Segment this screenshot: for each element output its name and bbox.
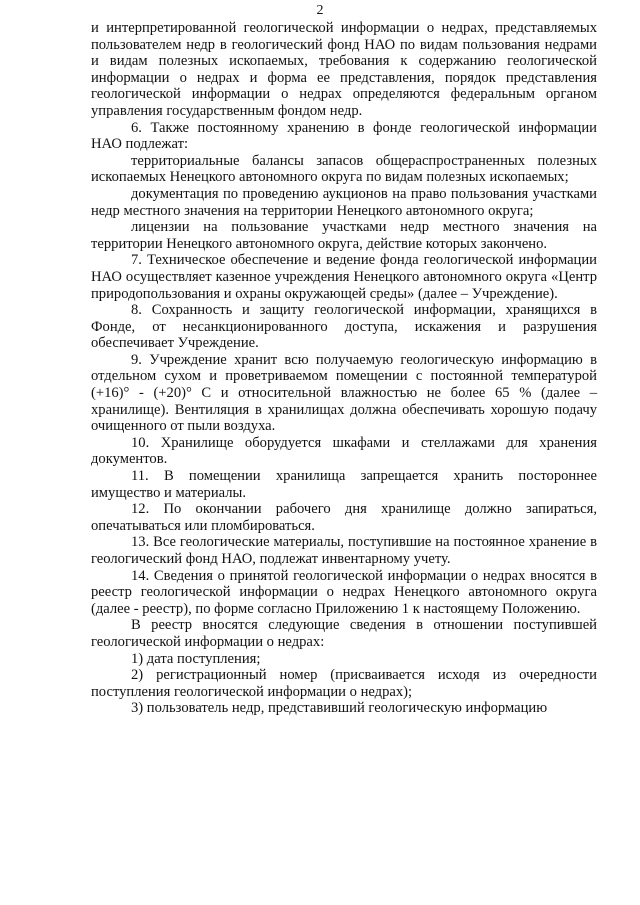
paragraph: 3) пользователь недр, представивший геологическую информацию [131,700,548,717]
paragraph: 11. В помещении хранилища запрещается хранить постороннее имущество и материалы. [91,468,597,501]
paragraph: 12. По окончании рабочего дня хранилище должно запираться, опечатываться или пломбироваться. [91,501,597,534]
paragraph: 2) регистрационный номер (присваивается исходя из очередности поступления геологической информации о недрах); [91,667,597,700]
paragraph: 8. Сохранность и защиту геологической информации, хранящихся в Фонде, от несанкционированного доступа, искажения и разрушения обеспечивает Учреждение. [91,302,597,352]
paragraph: территориальные балансы запасов общераспространенных полезных ископаемых Ненецкого автономного округа по видам полезных ископаемых; [91,152,597,186]
paragraph: 14. Сведения о принятой геологической информации о недрах вносятся в реестр геологической информации о недрах Ненецкого автономного округа (далее - реестр), по форме согласно Приложению 1 к настоящему Положению. [91,567,597,617]
paragraph: 6. Также постоянному хранению в фонде геологической информации НАО подлежат: [91,119,597,153]
paragraph: документация по проведению аукционов на право пользования участками недр местного значения на территории Ненецкого автономного округа; [91,185,597,219]
paragraph: 10. Хранилище оборудуется шкафами и стеллажами для хранения документов. [91,434,597,468]
page-number: 2 [316,3,324,18]
paragraph: 7. Техническое обеспечение и ведение фонда геологической информации НАО осуществляет казенное учреждения Ненецкого автономного округа «Центр природопользования и охраны окружающей среды» (далее – Учреждение). [91,252,597,302]
paragraph: 1) дата поступления; [131,650,261,667]
paragraph: и интерпретированной геологической информации о недрах, представляемых пользователем недр в геологический фонд НАО по видам пользования недрами и видам полезных ископаемых, требования к содержанию геологической информации о недрах и форма ее представления, порядок представления геологической информации о недрах определяются федеральным органом управления государственным фондом недр. [91,20,597,119]
paragraph: В реестр вносятся следующие сведения в отношении поступившей геологической информации о недрах: [91,617,597,650]
paragraph: лицензии на пользование участками недр местного значения на территории Ненецкого автономного округа, действие которых закончено. [91,219,597,252]
paragraph: 13. Все геологические материалы, поступившие на постоянное хранение в геологический фонд НАО, подлежат инвентарному учету. [91,534,597,567]
body-text [91,20,597,717]
paragraph: 9. Учреждение хранит всю получаемую геологическую информацию в отдельном сухом и проветриваемом помещении с постоянной температурой (+16)° - (+20)° С и относительной влажностью не более 65 % (далее – хранилище). Вентиляция в хранилищах должна обеспечивать хорошую подачу очищенного от пыли воздуха. [91,351,597,435]
